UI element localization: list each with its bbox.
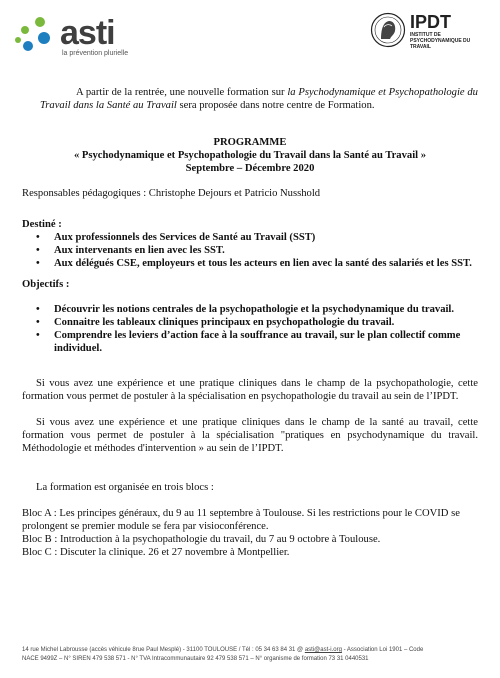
footer — [22, 646, 482, 664]
ipdt-name: IPDT — [410, 12, 452, 32]
intro-paragraph: A partir de la rentrée, une nouvelle formation sur la Psychodynamique et Psychopathologie du Travail dans la Santé au Travail sera proposée dans notre centre de Formation. — [40, 87, 478, 111]
ipdt-subtitle: INSTITUT DE PSYCHODYNAMIQUE DU TRAVAIL — [410, 32, 471, 50]
programme-title: « Psychodynamique et Psychopathologie du Travail dans la Santé au Travail » — [73, 150, 427, 161]
document-body — [22, 86, 478, 559]
bloc-a: Bloc A : Les principes généraux, du 9 au 11 septembre à Toulouse. Si les restrictions pour le COVID se prolongent se premier module se fera par visioconférence. — [22, 508, 460, 532]
intro-italic: la Psychodynamique et Psychopathologie du Travail dans la Santé au Travail — [40, 87, 478, 111]
ipdt-seal-icon — [370, 12, 406, 48]
list-item: • Connaitre les tableaux cliniques principaux en psychopathologie du travail. — [54, 316, 478, 329]
footer-registration: NACE 9499Z – N° SIREN 479 538 571 - N° TVA Intracommunautaire 92 479 538 571 – N° organisme de formation 73 31 0440531 — [22, 656, 369, 662]
asti-name: asti — [60, 14, 115, 52]
bloc-b: Bloc B : Introduction à la psychopathologie du travail, du 7 au 9 octobre à Toulouse. — [22, 534, 381, 545]
ipdt-logo — [370, 12, 490, 56]
asti-tagline: la prévention plurielle — [62, 50, 129, 57]
list-item: • Comprendre les leviers d’action face à la souffrance au travail, sur le plan collectif comme individuel. — [54, 329, 478, 355]
letterhead — [0, 0, 500, 60]
list-item: • Aux intervenants en lien avec les SST. — [54, 244, 478, 257]
destine-heading: Destiné : — [22, 219, 62, 230]
email-link[interactable]: asti@ast-i.org — [304, 647, 342, 653]
objectifs-heading: Objectifs : — [22, 279, 70, 290]
list-item: • Aux délégués CSE, employeurs et tous les acteurs en lien avec la santé des salariés et les SST. — [54, 257, 478, 270]
responsables: Responsables pédagogiques : Christophe Dejours et Patricio Nusshold — [22, 188, 321, 199]
asti-dots-icon — [14, 16, 58, 56]
asti-logo — [14, 14, 144, 58]
list-item: • Aux professionnels des Services de Santé au Travail (SST) — [54, 231, 478, 244]
list-item: • Découvrir les notions centrales de la psychopathologie et la psychodynamique du travail. — [54, 303, 478, 316]
paragraph-psychopathologie: Si vous avez une expérience et une pratique cliniques dans le champ de la psychopathologie, cette formation vous permet de postuler à la spécialisation en psychopathologie du travail au sein de l’IPDT. — [22, 378, 478, 402]
programme-dates: Septembre – Décembre 2020 — [185, 163, 315, 174]
objectifs-list — [22, 303, 478, 355]
blocs-intro: La formation est organisée en trois blocs : — [36, 482, 214, 493]
programme-heading: PROGRAMME — [213, 137, 287, 148]
destine-list — [22, 231, 478, 270]
paragraph-sante-travail: Si vous avez une expérience et une pratique cliniques dans le champ de la santé au travail, cette formation vous permet de postuler à la spécialisation "pratiques en psychodynamique du travail. Méthodologie et méthodes d'intervention » au sein de l’IPDT. — [22, 417, 478, 454]
bloc-c: Bloc C : Discuter la clinique. 26 et 27 novembre à Montpellier. — [22, 547, 290, 558]
footer-address: 14 rue Michel Labrousse (accès véhicule 8rue Paul Mesplé) - 31100 TOULOUSE / Tél : 05 34 63 84 31 @ asti@ast-i.org - Association Loi 1901 – Code — [22, 647, 424, 653]
